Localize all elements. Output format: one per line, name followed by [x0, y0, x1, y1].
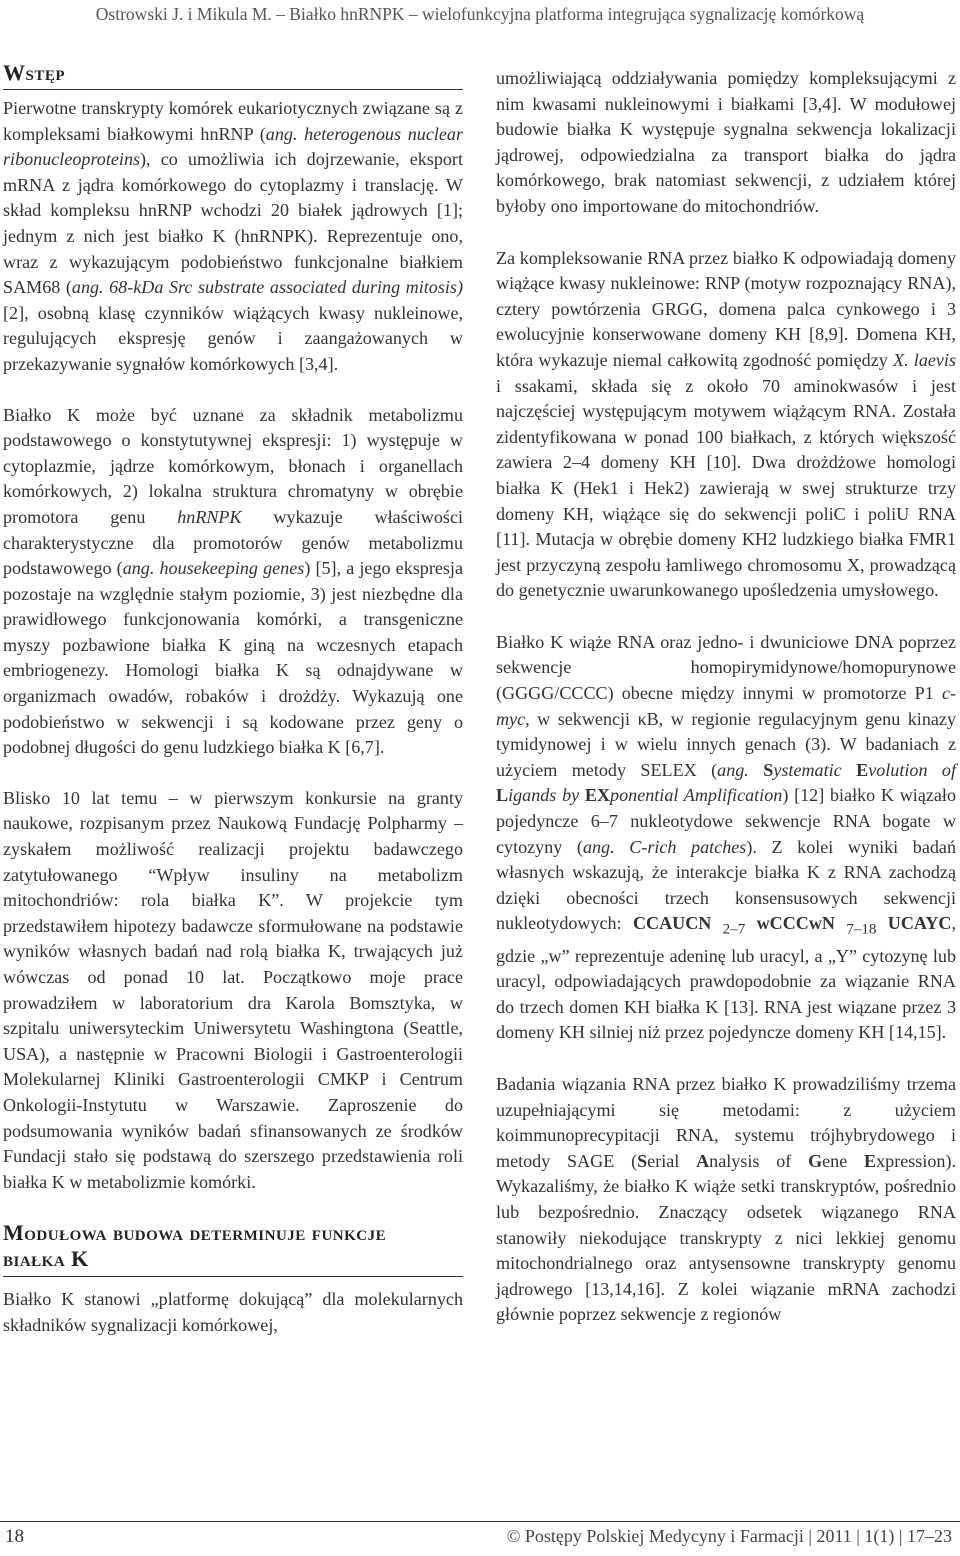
running-header: Ostrowski J. i Mikula M. – Białko hnRNPK – wielofunkcyjna platforma integrująca sygnalizację komórkową: [95, 4, 865, 24]
sequence-3: UCAYC: [887, 913, 952, 934]
section-title-intro: Wstęp: [3, 60, 463, 90]
sequence-2: wCCCwN: [756, 913, 835, 934]
paragraph-modular-1: Białko K stanowi „platformę dokującą” dla molekularnych składników sygnalizacji komórkowej,: [3, 1289, 463, 1335]
journal-footer: © Postępy Polskiej Medycyny i Farmacji | 2011 | 1(1) | 17–23: [506, 1526, 952, 1546]
paragraph-right-4: Badania wiązania RNA przez białko K prowadziliśmy trzema uzupełniającymi się metodami: z użyciem koimmunoprecypitacji RNA, systemu trójhybrydowego i metody SAGE (Serial Analysis of Gene Expression). Wykazaliśmy, że białko K wiąże setki transkryptów, pośrednio lub bezpośrednio. Znaczący odsetek wiązanego RNA stanowiły niekodujące transkrypty z nici lekkiej genomu mitochondrialnego oraz antysensowne transkrypty genomu jądrowego [13,14,16]. Z kolei wiązanie mRNA zachodzi głównie poprzez sekwencje z regionów: [496, 1073, 957, 1325]
sequence-1: CCAUCN: [632, 913, 712, 934]
paragraph-intro-3: Blisko 10 lat temu – w pierwszym konkursie na granty naukowe, rozpisanym przez Naukową Fundację Polpharmy – zyskałem możliwość realizacji projektu badawczego zatytułowanego “Wpływ insuliny na metabolizm mitochondriów: rola białka K”. W projekcie tym przedstawiłem hipotezy badawcze sformułowane na podstawie wyników własnych badań nad rolą białka K, trwających już wówczas od ponad 10 lat. Początkowo moje prace prowadziłem w laboratorium dra Karola Bomsztyka, w szpitalu uniwersyteckim Uniwersytetu Washingtona (Seattle, USA), a następnie w Pracowni Biologii i Gastroenterologii Molekularnej Kliniki Gastroenterologii CMKP i Centrum Onkologii-Instytutu w Warszawie. Zaproszenie do podsumowania wyników badań sfinansowanych ze środków Fundacji stało się podstawą do szerszego przedstawienia roli białka K w metabolizmie komórki.: [3, 787, 463, 1192]
section-title-modular: Modułowa budowa determinuje funkcje białka K: [3, 1220, 463, 1277]
footer-rule: [0, 1521, 960, 1522]
right-column: [496, 66, 956, 1354]
page-number: 18: [5, 1526, 24, 1547]
paragraph-right-2: Za kompleksowanie RNA przez białko K odpowiadają domeny wiążące kwasy nukleinowe: RNP (motyw rozpoznający RNA), cztery powtórzenia GRGG, domena palca cynkowego i 3 ewolucyjnie konserwowane domeny KH [8,9]. Domena KH, która wykazuje niemal całkowitą zgodność pomiędzy X. laevis i ssakami, składa się z około 70 aminokwasów i jest najczęściej występującym motywem wiążącym RNA. Została zidentyfikowana w ponad 100 białkach, z których większość zawiera 2–4 domeny KH [10]. Dwa drożdżowe homologi białka K (Hek1 i Hek2) zawierają w swej strukturze trzy domeny KH, wiążące się do sekwencji poliC i poliU RNA [11]. Mutacja w obrębie domeny KH2 ludzkiego białka FMR1 jest przyczyną zespołu łamliwego chromosomu X, prowadzącą do genetycznie uwarunkowanego upośledzenia umysłowego.: [496, 247, 957, 601]
paragraph-right-3: Białko K wiąże RNA oraz jedno- i dwuniciowe DNA poprzez sekwencje homopirymidynowe/homopurynowe (GGGG/CCCC) obecne między innymi w promotorze P1 c-myc, w sekwencji κB, w regionie regulacyjnym genu kinazy tymidynowej i w wielu innych genach (3). W badaniach z użyciem metody SELEX (ang. Systematic Evolution of Ligands by EXponential Amplification) [12] białko K wiązało pojedyncze 6–7 nukleotydowe sekwencje RNA bogate w cytozyny (ang. C-rich patches). Z kolei wyniki badań własnych wskazują, że interakcje białka K z RNA zachodzą dzięki obecności trzech konsensusowych sekwencji nukleotydowych: CCAUCN $_{2-7}$ wCCCwN $_{7-18}$ UCAYC, gdzie „w” reprezentuje adeninę lub uracyl, a „Y” cytozynę lub uracyl, odpowiadających prawdopodobnie za wiązanie RNA do trzech domen KH białka K [13]. RNA jest wiązane przez 3 domeny KH silniej niż przez pojedyncze domeny KH [14,15].: [496, 631, 956, 1043]
left-column: [3, 60, 463, 1364]
paragraph-right-1: umożliwiającą oddziaływania pomiędzy kompleksującymi z nim kwasami nukleinowymi i białkami [3,4]. W modułowej budowie białka K występuje sygnalna sekwencja lokalizacji jądrowej, odpowiedzialna za transport białka do jądra komórkowego, brak natomiast sekwencji, z udziałem której byłoby ono importowane do mitochondriów.: [496, 68, 956, 216]
paragraph-intro-1: Pierwotne transkrypty komórek eukariotycznych związane są z kompleksami białkowymi hnRNP (ang. heterogenous nuclear ribonucleoproteins), co umożliwia ich dojrzewanie, eksport mRNA z jądra komórkowego do cytoplazmy i translację. W skład kompleksu hnRNP wchodzi 20 białek jądrowych [1]; jednym z nich jest białko K (hnRNPK). Reprezentuje ono, wraz z wykazującym podobieństwo funkcjonalne białkiem SAM68 (ang. 68-kDa Src substrate associated during mitosis) [2], osobną klasę czynników wiążących kwasy nukleinowe, regulujących ekspresję genów i zaangażowanych w przekazywanie sygnałów komórkowych [3,4].: [3, 98, 463, 374]
paragraph-intro-2: Białko K może być uznane za składnik metabolizmu podstawowego o konstytutywnej ekspresji: 1) występuje w cytoplazmie, jądrze komórkowym, błonach i organellach komórkowych, 2) lokalna struktura chromatyny w obrębie promotora genu hnRNPK wykazuje właściwości charakterystyczne dla promotorów genów metabolizmu podstawowego (ang. housekeeping genes) [5], a jego ekspresja pozostaje na względnie stałym poziomie, 3) jest niezbędne dla prawidłowego funkcjonowania komórki, a transgeniczne myszy pozbawione białka K giną na wczesnych etapach embriogenezy. Homologi białka K są odnajdywane w organizmach owadów, robaków i drożdży. Wykazują one podobieństwo w sekwencji i są kodowane przez geny o podobnej długości do genu ludzkiego białka K [6,7].: [3, 404, 463, 758]
